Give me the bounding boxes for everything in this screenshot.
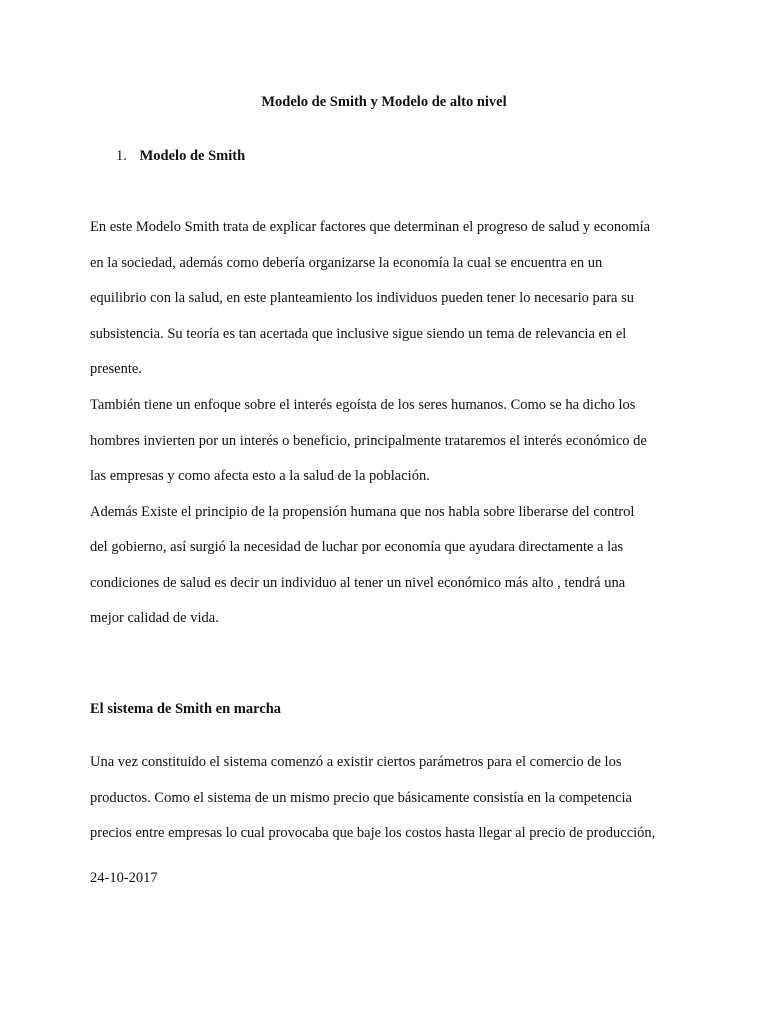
paragraph-line: subsistencia. Su teoría es tan acertada que inclusive sigue siendo un tema de relevancia en el	[90, 326, 627, 342]
paragraph-line: las empresas y como afecta esto a la salud de la población.	[90, 468, 430, 484]
paragraph-line: En este Modelo Smith trata de explicar factores que determinan el progreso de salud y economía	[90, 219, 651, 235]
paragraph-line: Además Existe el principio de la propensión humana que nos habla sobre liberarse del control	[90, 504, 635, 520]
section-number: 1.	[116, 148, 127, 164]
footer-date: 24-10-2017	[90, 870, 158, 886]
paragraph-line: productos. Como el sistema de un mismo precio que básicamente consistía en la competencia	[90, 790, 632, 806]
paragraph-line: Una vez constituido el sistema comenzó a existir ciertos parámetros para el comercio de los	[90, 754, 622, 770]
document-title: Modelo de Smith y Modelo de alto nivel	[261, 94, 507, 110]
section-title: Modelo de Smith	[139, 148, 246, 164]
paragraph-line: También tiene un enfoque sobre el interés egoísta de los seres humanos. Como se ha dicho los	[90, 397, 636, 413]
paragraph-line: hombres invierten por un interés o beneficio, principalmente trataremos el interés económico de	[90, 433, 647, 449]
paragraph-line: equilibrio con la salud, en este planteamiento los individuos pueden tener lo necesario para su	[90, 290, 634, 306]
paragraph-line: mejor calidad de vida.	[90, 610, 219, 626]
paragraph-line: del gobierno, así surgió la necesidad de luchar por economía que ayudara directamente a las	[90, 539, 624, 555]
paragraph-line: precios entre empresas lo cual provocaba que baje los costos hasta llegar al precio de producción,	[90, 825, 656, 841]
section-heading-modelo-smith	[116, 146, 245, 166]
paragraph-line: condiciones de salud es decir un individuo al tener un nivel económico más alto , tendrá una	[90, 575, 626, 591]
paragraph-line: presente.	[90, 361, 142, 377]
paragraph-line: en la sociedad, además como debería organizarse la economía la cual se encuentra en un	[90, 255, 603, 271]
section-heading-sistema-smith: El sistema de Smith en marcha	[90, 701, 282, 717]
